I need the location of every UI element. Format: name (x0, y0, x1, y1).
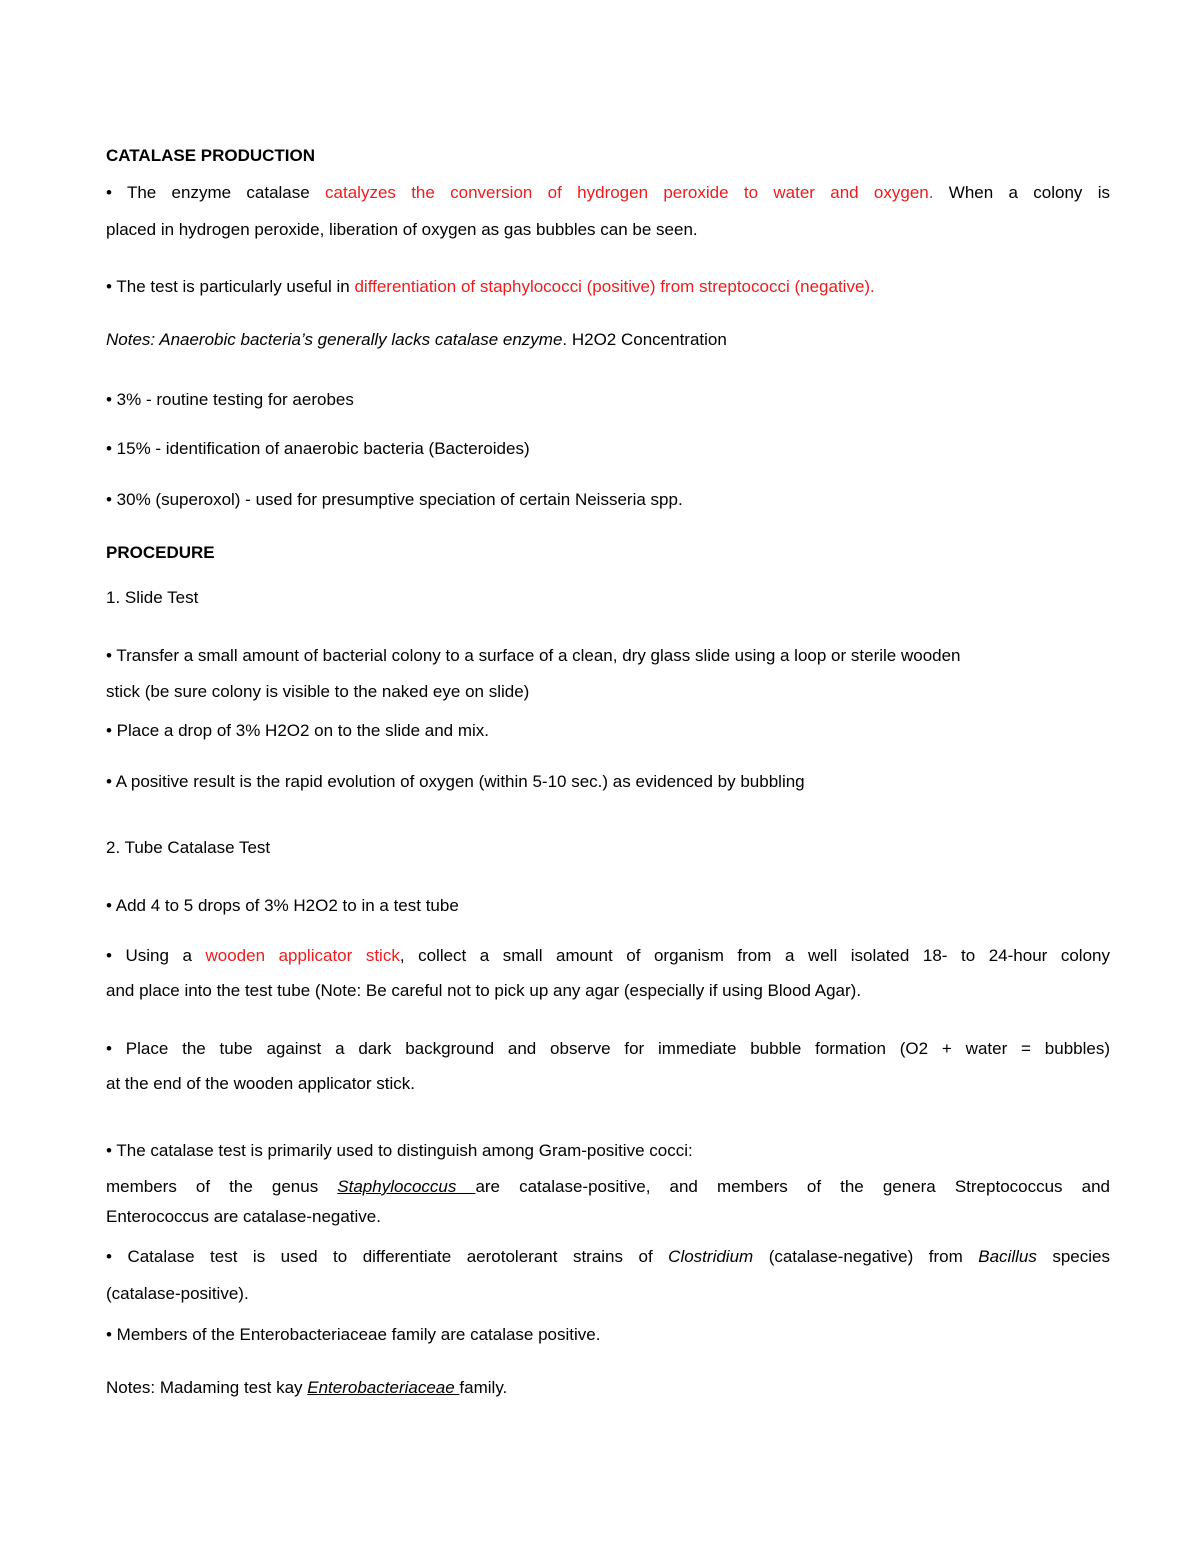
tube-step-applicator-line1 (106, 945, 1110, 967)
conc-item-30pct: • 30% (superoxol) - used for presumptive speciation of certain Neisseria spp. (106, 490, 683, 509)
slide-step-result: • A positive result is the rapid evolution of oxygen (within 5-10 sec.) as evidenced by bubbling (106, 772, 805, 791)
clostridium-text-end: species (1036, 1247, 1110, 1266)
intro-text-end: When a colony is (933, 183, 1110, 202)
notes2-enterobacteriaceae: Enterobacteriaceae (307, 1378, 460, 1397)
use-gram-positive: • The catalase test is primarily used to distinguish among Gram-positive cocci: (106, 1141, 693, 1160)
tube-test-title: 2. Tube Catalase Test (106, 838, 271, 857)
intro-text: The enzyme catalase (111, 183, 326, 202)
differentiation-line (106, 276, 875, 298)
tube-step-applicator-line2: and place into the test tube (Note: Be careful not to pick up any agar (especially if using Blood Agar). (106, 981, 862, 1000)
bullet: • (106, 277, 112, 296)
use-genus-line1 (106, 1176, 1110, 1198)
differentiation-text: The test is particularly useful in (111, 277, 355, 296)
clostridium-italic: Clostridium (668, 1247, 754, 1266)
heading-procedure: PROCEDURE (106, 543, 215, 562)
notes2-text: Notes: Madaming test kay (106, 1378, 308, 1397)
slide-step-transfer-line1: • Transfer a small amount of bacterial colony to a surface of a clean, dry glass slide using a loop or sterile wooden (106, 646, 961, 665)
clostridium-text-mid: (catalase-negative) from (753, 1247, 979, 1266)
catalase-intro-line2: placed in hydrogen peroxide, liberation of oxygen as gas bubbles can be seen. (106, 220, 698, 239)
use-enterobacteriaceae: • Members of the Enterobacteriaceae family are catalase positive. (106, 1325, 601, 1344)
slide-step-transfer-line2: stick (be sure colony is visible to the naked eye on slide) (106, 682, 530, 701)
bullet: • (106, 183, 112, 202)
notes-rest-text: . H2O2 Concentration (562, 330, 727, 349)
genus-staphylococcus: Staphylococcus (337, 1177, 476, 1196)
notes-madaming-test (106, 1377, 507, 1399)
conc-item-3pct: • 3% - routine testing for aerobes (106, 390, 354, 409)
bacillus-italic: Bacillus (978, 1247, 1037, 1266)
heading-catalase-production: CATALASE PRODUCTION (106, 146, 316, 165)
applicator-red-text: wooden applicator stick (205, 946, 400, 965)
differentiation-red-text: differentiation of staphylococci (positive) from streptococci (negative). (354, 277, 875, 296)
use-clostridium-line1 (106, 1246, 1110, 1268)
slide-test-title: 1. Slide Test (106, 588, 199, 607)
clostridium-text: • Catalase test is used to differentiate aerotolerant strains of (106, 1247, 669, 1266)
tube-step-add-drops: • Add 4 to 5 drops of 3% H2O2 to in a test tube (106, 896, 459, 915)
genus-text: members of the genus (106, 1177, 338, 1196)
conc-item-15pct: • 15% - identification of anaerobic bacteria (Bacteroides) (106, 439, 530, 458)
use-clostridium-line2: (catalase-positive). (106, 1284, 249, 1303)
use-genus-line2: Enterococcus are catalase-negative. (106, 1207, 381, 1226)
genus-text-end: are catalase-positive, and members of the genera Streptococcus and (475, 1177, 1110, 1196)
notes-italic-text: Notes: Anaerobic bacteria’s generally lacks catalase enzyme (106, 330, 563, 349)
applicator-text-end: , collect a small amount of organism from a well isolated 18- to 24-hour colony (399, 946, 1110, 965)
notes-anaerobic (106, 329, 727, 351)
tube-step-observe-line2: at the end of the wooden applicator stick. (106, 1074, 416, 1093)
slide-step-drop: • Place a drop of 3% H2O2 on to the slide and mix. (106, 721, 489, 740)
applicator-text: • Using a (106, 946, 206, 965)
intro-red-text: catalyzes the conversion of hydrogen peroxide to water and oxygen. (325, 183, 934, 202)
tube-step-observe-line1: • Place the tube against a dark background and observe for immediate bubble formation (O2 + water = bubbles) (106, 1039, 1110, 1058)
catalase-intro-line1 (106, 182, 1110, 204)
notes2-text-end: family. (459, 1378, 508, 1397)
